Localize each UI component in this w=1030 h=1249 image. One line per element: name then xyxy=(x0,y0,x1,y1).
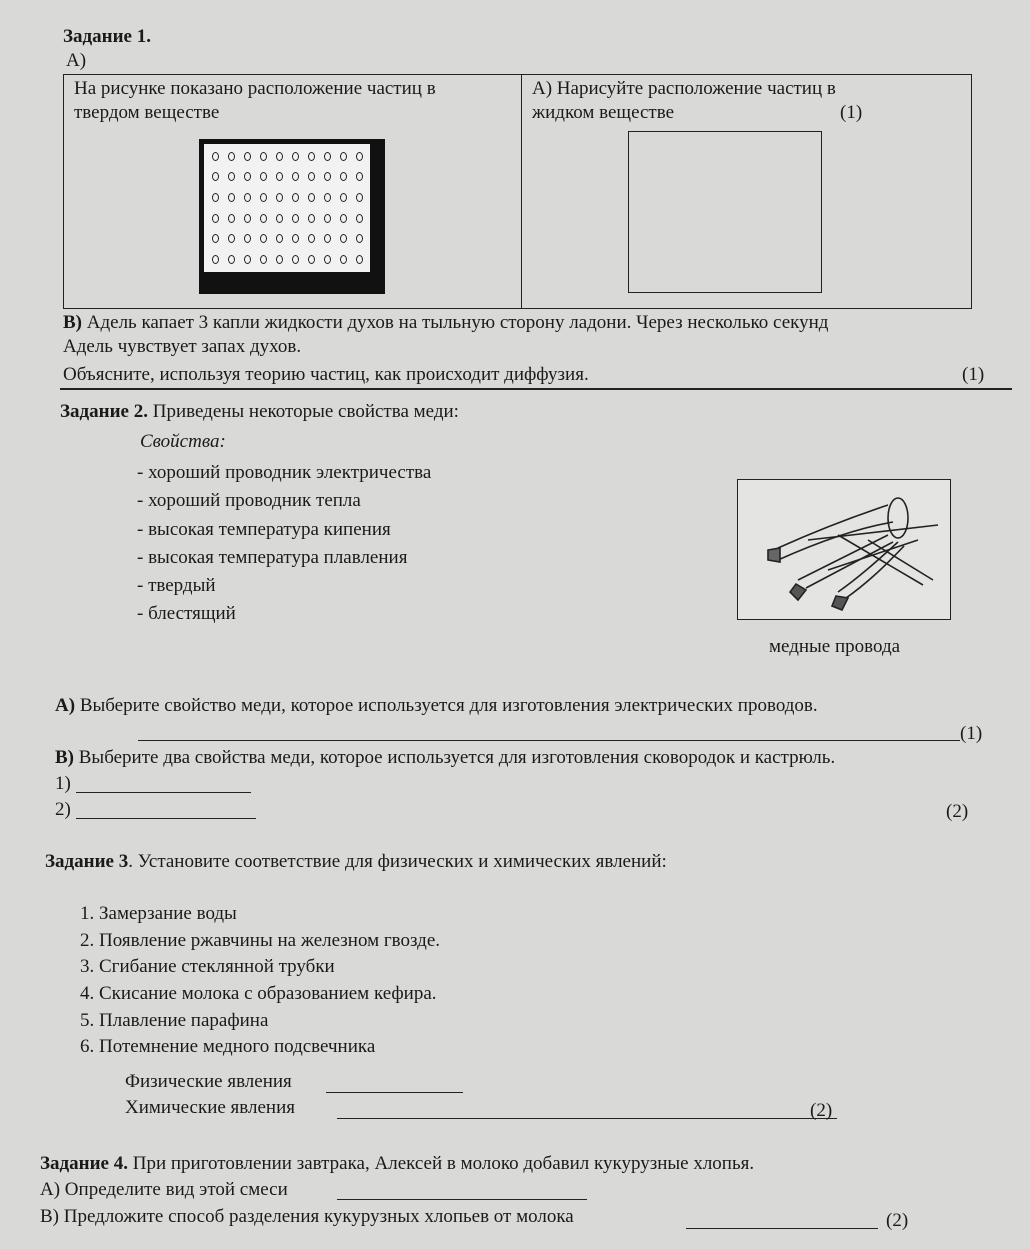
particle-dot xyxy=(308,172,315,181)
task4-a-answer-line[interactable] xyxy=(337,1199,587,1200)
particle-dot xyxy=(356,255,363,264)
particle-dot xyxy=(244,234,251,243)
particle-dot xyxy=(324,152,331,161)
task3-title: Задание 3 xyxy=(45,851,129,872)
task2-heading xyxy=(60,401,459,423)
task2-intro: Приведены некоторые свойства меди: xyxy=(147,401,459,422)
phenomenon-item: 5. Плавление парафина xyxy=(80,1010,269,1031)
particle-dot xyxy=(276,172,283,181)
property-item: - высокая температура кипения xyxy=(137,519,391,540)
task1-b-line3: Объясните, используя теорию частиц, как происходит диффузия. xyxy=(63,364,589,385)
task4-points: (2) xyxy=(886,1210,909,1231)
particle-dot xyxy=(292,193,299,202)
left-cell-line1: На рисунке показано расположение частиц в xyxy=(74,78,436,99)
particle-dot xyxy=(212,193,219,202)
task1-a-label: А) xyxy=(66,50,87,71)
physical-label: Физические явления xyxy=(125,1071,292,1092)
particle-dot xyxy=(228,193,235,202)
answer-2-line[interactable] xyxy=(76,818,256,819)
particle-dot xyxy=(308,152,315,161)
phenomenon-item: 6. Потемнение медного подсвечника xyxy=(80,1036,376,1057)
particle-dot xyxy=(244,193,251,202)
wires-caption: медные провода xyxy=(769,636,901,657)
property-item: - высокая температура плавления xyxy=(137,547,408,568)
answer-1-line[interactable] xyxy=(76,792,251,793)
particle-dot xyxy=(212,214,219,223)
task2-a-label: А) xyxy=(55,695,76,716)
task4-intro: При приготовлении завтрака, Алексей в молоко добавил кукурузные хлопья. xyxy=(127,1153,755,1174)
particle-dot xyxy=(212,172,219,181)
particle-dot xyxy=(228,172,235,181)
particle-dot xyxy=(356,214,363,223)
physical-answer-line[interactable] xyxy=(326,1092,463,1093)
particle-dot xyxy=(308,255,315,264)
particle-dot xyxy=(228,255,235,264)
answer-2-label: 2) xyxy=(55,799,71,820)
particle-dot xyxy=(212,255,219,264)
particle-dot xyxy=(244,152,251,161)
right-cell-points: (1) xyxy=(840,102,863,123)
particle-dot xyxy=(324,172,331,181)
particle-dot xyxy=(260,152,267,161)
particle-dot xyxy=(260,234,267,243)
task4-b-text: В) Предложите способ разделения кукурузных хлопьев от молока xyxy=(40,1206,574,1227)
particle-dot xyxy=(244,172,251,181)
particle-dot xyxy=(340,234,347,243)
particle-dot xyxy=(292,255,299,264)
particle-dot xyxy=(356,193,363,202)
task2-b-points: (2) xyxy=(946,801,969,822)
particle-dot xyxy=(340,172,347,181)
left-cell-line2: твердом веществе xyxy=(74,102,220,123)
particle-dot xyxy=(356,234,363,243)
task1-b-label: В) xyxy=(63,312,82,333)
particle-dot xyxy=(228,152,235,161)
solid-particles-figure xyxy=(199,139,385,294)
phenomenon-item: 1. Замерзание воды xyxy=(80,903,237,924)
particle-dot xyxy=(292,152,299,161)
particle-dot xyxy=(308,234,315,243)
chemical-answer-line[interactable] xyxy=(337,1118,837,1119)
particle-dot xyxy=(276,152,283,161)
phenomenon-item: 4. Скисание молока с образованием кефира. xyxy=(80,983,437,1004)
task2-b-question xyxy=(55,747,835,769)
particle-dot xyxy=(324,234,331,243)
task2-b-label: В) xyxy=(55,747,74,768)
particle-dot xyxy=(356,172,363,181)
particle-dot xyxy=(228,234,235,243)
task4-a-text: А) Определите вид этой смеси xyxy=(40,1179,288,1200)
table-divider xyxy=(521,75,522,308)
particle-dot xyxy=(308,193,315,202)
task1-b-question xyxy=(63,312,828,334)
particle-dot xyxy=(308,214,315,223)
chemical-label: Химические явления xyxy=(125,1097,296,1118)
particle-dot xyxy=(340,255,347,264)
liquid-drawing-box[interactable] xyxy=(628,131,822,293)
particle-dot xyxy=(324,193,331,202)
particle-dot xyxy=(276,214,283,223)
particle-dot xyxy=(324,214,331,223)
particle-dot xyxy=(276,255,283,264)
task4-title: Задание 4. xyxy=(40,1153,128,1174)
task2-b-text: Выберите два свойства меди, которое используется для изготовления сковородок и кастрюль. xyxy=(74,747,836,768)
task4-heading xyxy=(40,1153,754,1175)
task1-b-points: (1) xyxy=(962,364,985,385)
particle-dot xyxy=(276,234,283,243)
particle-dot xyxy=(340,214,347,223)
task4-b-answer-line[interactable] xyxy=(686,1228,878,1229)
property-item: - хороший проводник тепла xyxy=(137,490,361,511)
particle-dot xyxy=(260,255,267,264)
task2-a-text: Выберите свойство меди, которое используется для изготовления электрических проводов. xyxy=(75,695,818,716)
particle-dot xyxy=(276,193,283,202)
particle-dot xyxy=(356,152,363,161)
particle-dot xyxy=(324,255,331,264)
task2-title: Задание 2. xyxy=(60,401,148,422)
right-cell-line1: А) Нарисуйте расположение частиц в xyxy=(532,78,836,99)
particle-dot xyxy=(340,152,347,161)
particle-dot xyxy=(340,193,347,202)
property-item: - блестящий xyxy=(137,603,236,624)
particle-dot xyxy=(260,172,267,181)
particle-dot xyxy=(292,234,299,243)
task3-points: (2) xyxy=(810,1100,833,1121)
particle-dot xyxy=(260,193,267,202)
particle-dot xyxy=(244,214,251,223)
task1-b-line2: Адель чувствует запах духов. xyxy=(63,336,302,357)
phenomenon-item: 2. Появление ржавчины на железном гвозде. xyxy=(80,930,441,951)
particle-dot xyxy=(212,152,219,161)
task1-b-line1: Адель капает 3 капли жидкости духов на тыльную сторону ладони. Через несколько секунд xyxy=(82,312,829,333)
particle-dot xyxy=(292,172,299,181)
task2-a-points: (1) xyxy=(960,723,983,744)
particle-dot xyxy=(212,234,219,243)
property-item: - твердый xyxy=(137,575,216,596)
property-item: - хороший проводник электричества xyxy=(137,462,432,483)
particle-dot xyxy=(260,214,267,223)
task3-heading xyxy=(45,851,667,873)
task1-title: Задание 1. xyxy=(63,26,151,47)
task3-intro: . Установите соответствие для физических и химических явлений: xyxy=(128,851,667,872)
particle-dot xyxy=(292,214,299,223)
right-cell-line2: жидком веществе xyxy=(532,102,674,123)
phenomenon-item: 3. Сгибание стеклянной трубки xyxy=(80,956,335,977)
task2-a-answer-line[interactable] xyxy=(138,740,960,741)
particle-dot xyxy=(244,255,251,264)
copper-wires-image xyxy=(737,479,951,620)
props-heading: Свойства: xyxy=(140,431,226,452)
copper-wires-drawing xyxy=(738,480,950,619)
particle-dot xyxy=(228,214,235,223)
section-divider xyxy=(60,388,1012,390)
particles-grid xyxy=(204,144,370,272)
answer-1-label: 1) xyxy=(55,773,71,794)
task2-a-question xyxy=(55,695,818,717)
